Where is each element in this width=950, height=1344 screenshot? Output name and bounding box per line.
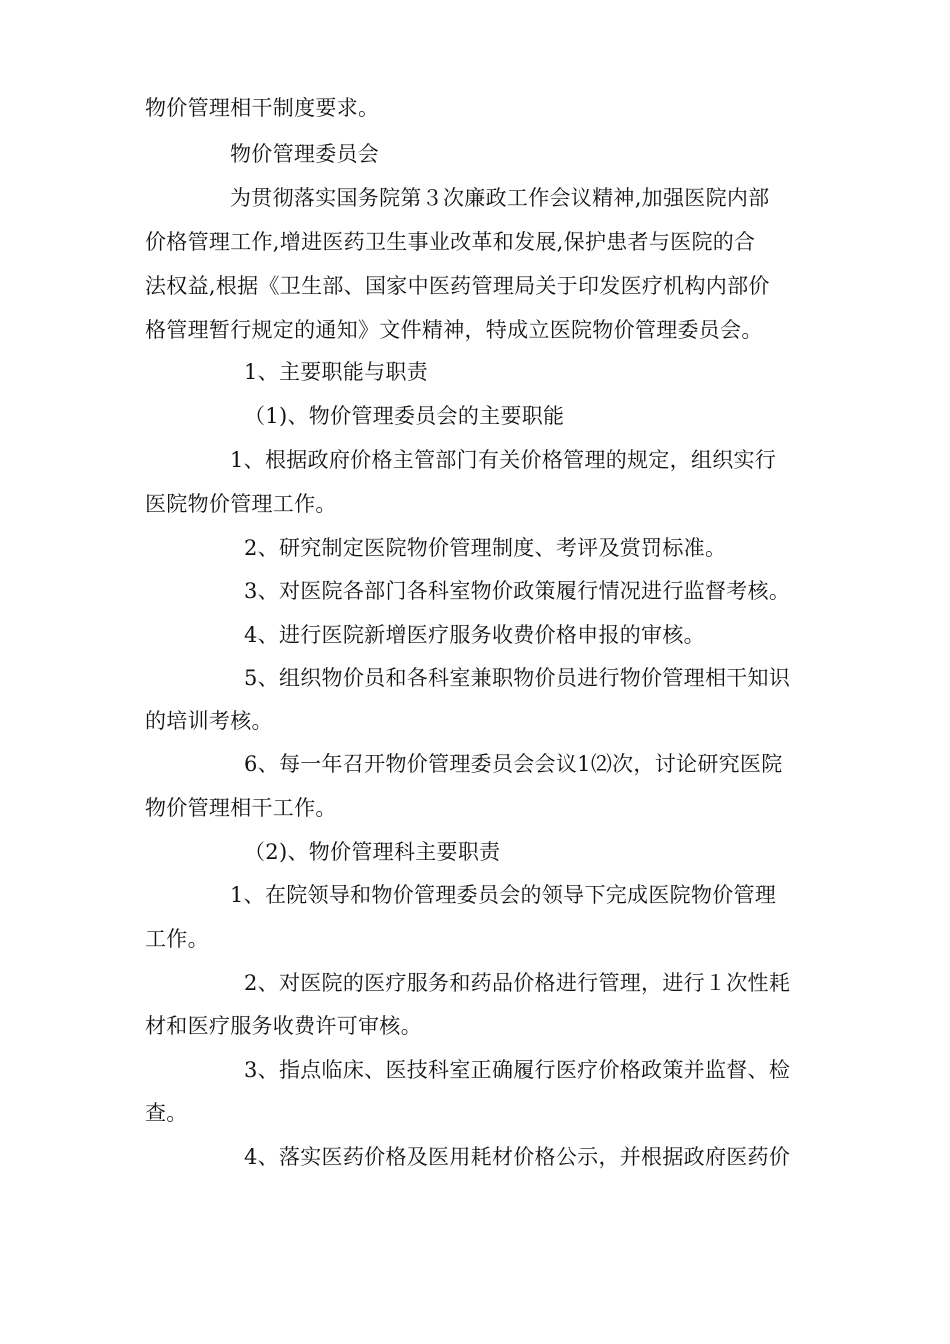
text-line: 医院物价管理工作。 [145,492,337,516]
text-line: 6、每一年召开物价管理委员会会议1⑵次，讨论研究医院 [244,752,783,776]
text-line: 工作。 [145,927,209,951]
subsection-heading: （1)、物价管理委员会的主要职能 [244,404,565,428]
text-line: 1、在院领导和物价管理委员会的领导下完成医院物价管理 [230,883,777,907]
text-line: 3、对医院各部门各科室物价政策履行情况进行监督考核。 [244,579,791,603]
text-line: 价格管理工作,增进医药卫生事业改革和发展,保护患者与医院的合 [145,230,756,254]
text-line: 的培训考核。 [145,709,273,733]
text-line: 2、对医院的医疗服务和药品价格进行管理，进行１次性耗 [244,971,791,995]
text-line: 物价管理相干工作。 [145,796,337,820]
subsection-heading: 1、主要职能与职责 [244,360,429,384]
text-line: 格管理暂行规定的通知》文件精神，特成立医院物价管理委员会。 [145,318,763,342]
text-line: 材和医疗服务收费许可审核。 [145,1014,422,1038]
text-line: 4、进行医院新增医疗服务收费价格申报的审核。 [244,623,705,647]
text-line: 2、研究制定医院物价管理制度、考评及赏罚标准。 [244,536,727,560]
text-line: 3、指点临床、医技科室正确履行医疗价格政策并监督、检 [244,1058,791,1082]
text-line: 为贯彻落实国务院第３次廉政工作会议精神,加强医院内部 [230,186,770,210]
text-line: 5、组织物价员和各科室兼职物价员进行物价管理相干知识 [244,666,791,690]
text-line: 查。 [145,1101,188,1125]
text-line: 1、根据政府价格主管部门有关价格管理的规定，组织实行 [230,448,777,472]
text-line: 法权益,根据《卫生部、国家中医药管理局关于印发医疗机构内部价 [145,274,770,298]
text-line: 4、落实医药价格及医用耗材价格公示，并根据政府医药价 [244,1145,791,1169]
text-line: 物价管理相干制度要求。 [145,96,380,120]
subsection-heading: （2)、物价管理科主要职责 [244,840,501,864]
section-heading: 物价管理委员会 [230,142,380,166]
